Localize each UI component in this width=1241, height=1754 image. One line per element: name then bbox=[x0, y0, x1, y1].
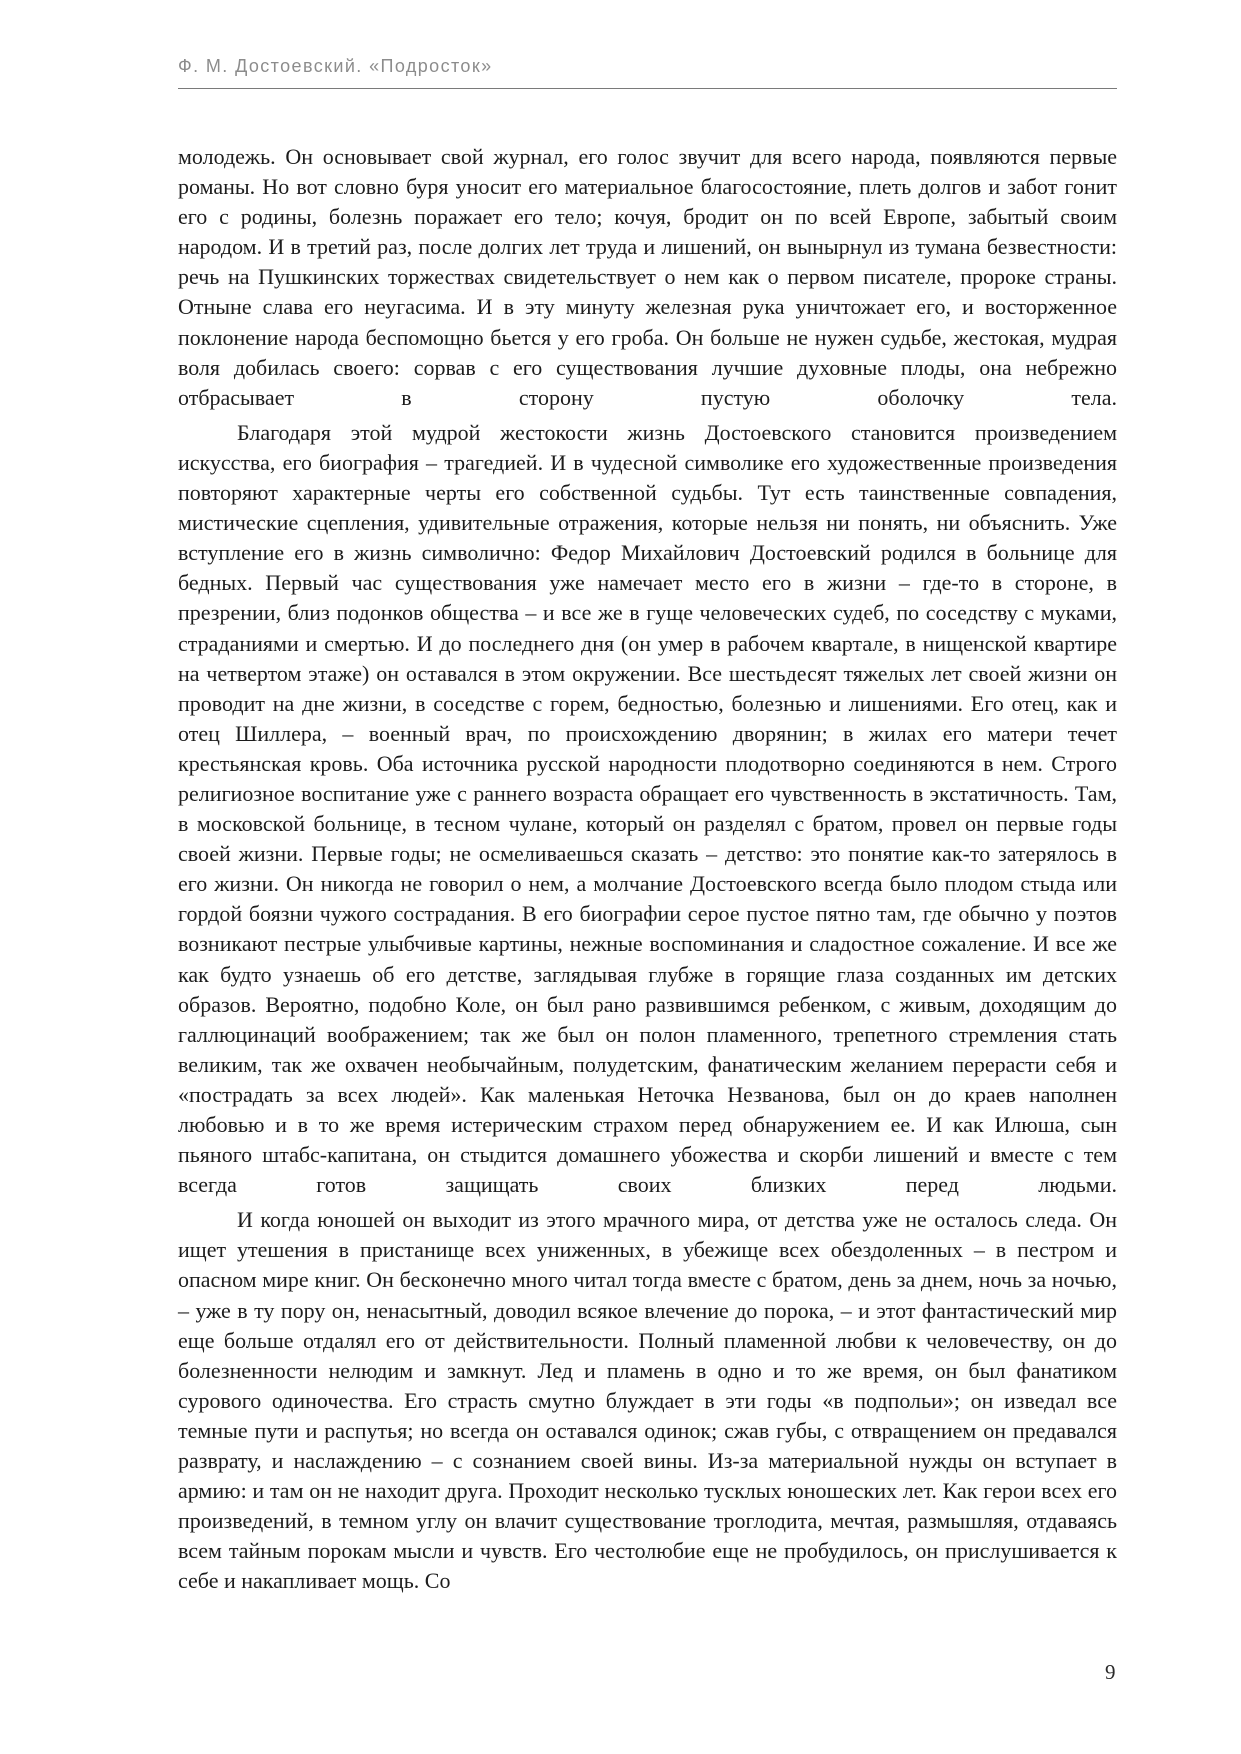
paragraph-1: молодежь. Он основывает свой журнал, его голос звучит для всего народа, появляются первые романы. Но вот словно буря уносит его материальное благосостояние, плеть долгов и забот гонит его с родины, болезнь поражает его тело; кочуя, бродит он по всей Европе, забытый своим народом. И в третий раз, после долгих лет труда и лишений, он вынырнул из тумана безвестности: речь на Пушкинских торжествах свидетельствует о нем как о первом писателе, пророке страны. Отныне слава его неугасима. И в эту минуту железная рука уничтожает его, и восторженное поклонение народа беспомощно бьется у его гроба. Он больше не нужен судьбе, жестокая, мудрая воля добилась своего: сорвав с его существования лучшие духовные плоды, она небрежно отбрасывает в сторону пустую оболочку тела. bbox=[178, 144, 1117, 410]
page-number: 9 bbox=[1105, 1660, 1116, 1684]
header-divider bbox=[178, 88, 1117, 89]
body-text bbox=[178, 142, 1117, 1597]
paragraph-2: Благодаря этой мудрой жестокости жизнь Достоевского становится произведением искусства, его биография – трагедией. И в чудесной символике его художественные произведения повторяют характерные черты его собственной судьбы. Тут есть таинственные совпадения, мистические сцепления, удивительные отражения, которые нельзя ни понять, ни объяснить. Уже вступление его в жизнь символично: Федор Михайлович Достоевский родился в больнице для бедных. Первый час существования уже намечает место его в жизни – где-то в стороне, в презрении, близ подонков общества – и все же в гуще человеческих судеб, по соседству с муками, страданиями и смертью. И до последнего дня (он умер в рабочем квартале, в нищенской квартире на четвертом этаже) он оставался в этом окружении. Все шестьдесят тяжелых лет своей жизни он проводит на дне жизни, в соседстве с горем, бедностью, болезнью и лишениями. Его отец, как и отец Шиллера, – военный врач, по происхождению дворянин; в жилах его матери течет крестьянская кровь. Оба источника русской народности плодотворно соединяются в нем. Строго религиозное воспитание уже с раннего возраста обращает его чувственность в экстатичность. Там, в московской больнице, в тесном чулане, который он разделял с братом, провел он первые годы своей жизни. Первые годы; не осмеливаешься сказать – детство: это понятие как-то затерялось в его жизни. Он никогда не говорил о нем, а молчание Достоевского всегда было плодом стыда или гордой боязни чужого сострадания. В его биографии серое пустое пятно там, где обычно у поэтов возникают пестрые улыбчивые картины, нежные воспоминания и сладостное сожаление. И все же как будто узнаешь об его детстве, заглядывая глубже в горящие глаза созданных им детских образов. Вероятно, подобно Коле, он был рано развившимся ребенком, с живым, доходящим до галлюцинаций воображением; так же был он полон пламенного, трепетного стремления стать великим, так же охвачен необычайным, полудетским, фанатическим желанием перерасти себя и «пострадать за всех людей». Как маленькая Неточка Незванова, был он до краев наполнен любовью и в то же время истерическим страхом перед обнаружением ее. И как Илюша, сын пьяного штабс-капитана, он стыдится домашнего убожества и скорби лишений и вместе с тем всегда готов защищать своих близких перед людьми. bbox=[178, 419, 1117, 1198]
paragraph-3: И когда юношей он выходит из этого мрачного мира, от детства уже не осталось следа. Он ищет утешения в пристанище всех униженных, в убежище всех обездоленных – в пестром и опасном мире книг. Он бесконечно много читал тогда вместе с братом, день за днем, ночь за ночью, – уже в ту пору он, ненасытный, доводил всякое влечение до порока, – и этот фантастический мир еще больше отдалял его от действительности. Полный пламенной любви к человечеству, он до болезненности нелюдим и замкнут. Лед и пламень в одно и то же время, он был фанатиком сурового одиночества. Его страсть смутно блуждает в эти годы «в подпольи»; он изведал все темные пути и распутья; но всегда он оставался одинок; сжав губы, с отвращением он предавался разврату, и наслаждению – с сознанием своей вины. Из-за материальной нужды он вступает в армию: и там он не находит друга. Проходит несколько тусклых юношеских лет. Как герои всех его произведений, в темном углу он влачит существование троглодита, мечтая, размышляя, отдаваясь всем тайным порокам мысли и чувств. Его честолюбие еще не пробудилось, он прислушивается к себе и накапливает мощь. Со bbox=[178, 1207, 1117, 1594]
running-header: Ф. М. Достоевский. «Подросток» bbox=[178, 56, 493, 76]
